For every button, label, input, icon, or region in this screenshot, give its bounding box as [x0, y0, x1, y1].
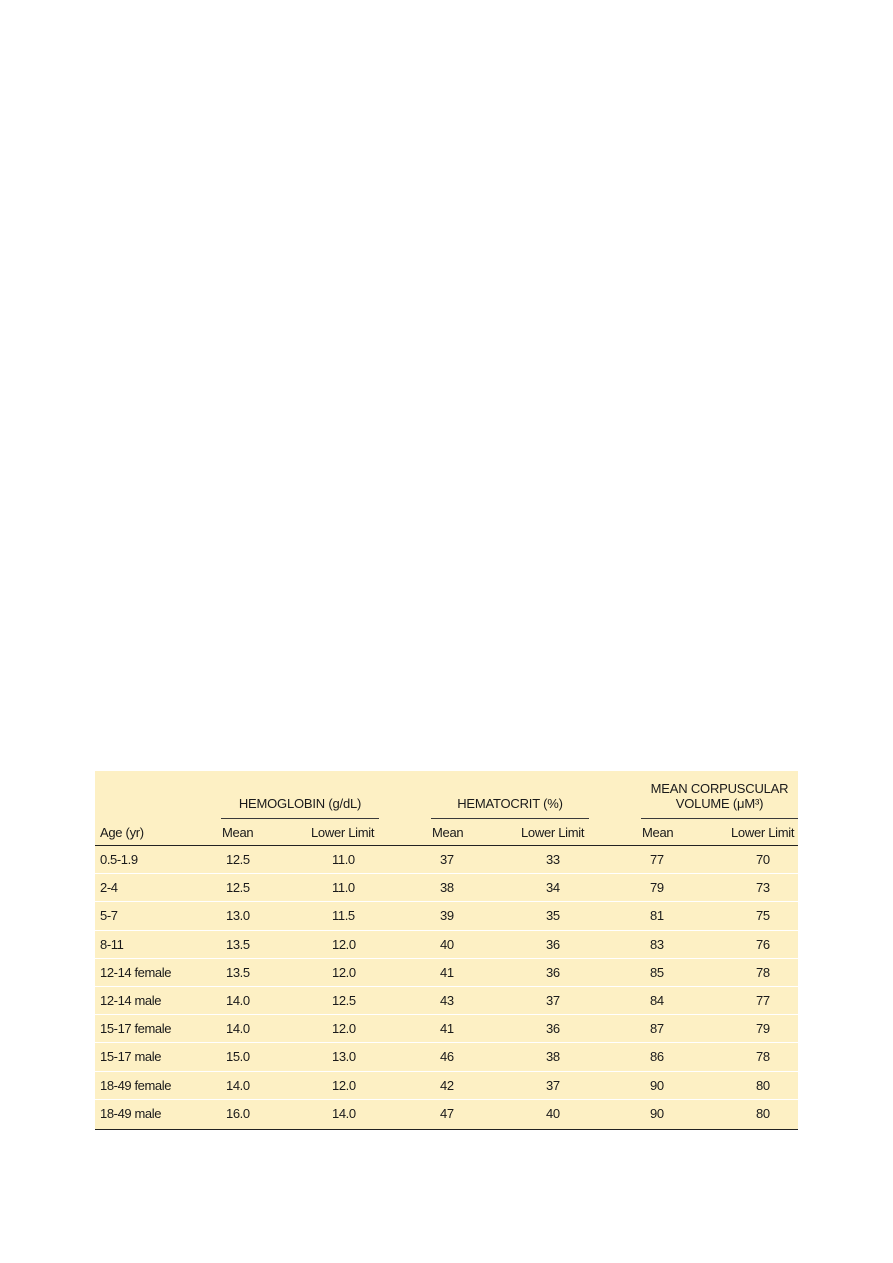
- table-row: [95, 931, 798, 959]
- age-cell: 2-4: [100, 880, 118, 896]
- hemoglobin-mean-cell: 13.0: [226, 908, 250, 924]
- table-row: [95, 1015, 798, 1043]
- mcv-lower-cell: 80: [756, 1077, 770, 1093]
- mcv-lower-cell: 75: [756, 908, 770, 924]
- mcv-mean-cell: 90: [650, 1077, 664, 1093]
- hematocrit-mean-cell: 41: [440, 1021, 454, 1037]
- mcv-lower-cell: 77: [756, 992, 770, 1008]
- mcv-group-rule: [641, 818, 798, 819]
- mcv-mean-cell: 87: [650, 1021, 664, 1037]
- hematocrit-group-label: HEMATOCRIT (%): [457, 796, 563, 811]
- age-column-header: Age (yr): [100, 825, 144, 840]
- hemoglobin-lower-cell: 12.5: [332, 992, 356, 1008]
- age-cell: 18-49 female: [100, 1077, 172, 1093]
- hematocrit-mean-cell: 46: [440, 1049, 454, 1065]
- table-row: [95, 1072, 798, 1100]
- table-row: [95, 959, 798, 987]
- hemoglobin-lower-cell: 11.5: [332, 908, 355, 924]
- hematocrit-lower-cell: 33: [546, 852, 560, 867]
- hematocrit-lower-cell: 36: [546, 1021, 560, 1037]
- mcv-lower-cell: 78: [756, 964, 770, 980]
- hematocrit-lower-cell: 35: [546, 908, 560, 924]
- hematocrit-lower-cell: 34: [546, 880, 560, 896]
- mcv-lower-limit-header: Lower Limit: [731, 825, 795, 840]
- hematocrit-mean-cell: 42: [440, 1077, 454, 1093]
- mcv-mean-cell: 77: [650, 852, 664, 867]
- hematocrit-lower-cell: 37: [546, 1077, 560, 1093]
- hemoglobin-mean-cell: 13.5: [226, 936, 250, 952]
- hemoglobin-lower-cell: 13.0: [332, 1049, 356, 1065]
- mcv-lower-cell: 78: [756, 1049, 770, 1065]
- mcv-group-label-line1: MEAN CORPUSCULAR: [650, 781, 789, 796]
- hemoglobin-lower-cell: 11.0: [332, 852, 355, 867]
- hemoglobin-mean-cell: 16.0: [226, 1105, 250, 1121]
- mcv-lower-cell: 80: [756, 1105, 770, 1121]
- hemoglobin-lower-cell: 11.0: [332, 880, 355, 896]
- mcv-mean-cell: 81: [650, 908, 664, 924]
- hematocrit-lower-cell: 40: [546, 1105, 560, 1121]
- mcv-group-label-line2: VOLUME (μM³): [675, 796, 764, 811]
- reference-values-table: [95, 771, 798, 1130]
- mcv-mean-cell: 84: [650, 992, 664, 1008]
- hemoglobin-lower-limit-header: Lower Limit: [311, 825, 375, 840]
- hematocrit-mean-cell: 41: [440, 964, 454, 980]
- mcv-mean-cell: 86: [650, 1049, 664, 1065]
- hematocrit-mean-cell: 43: [440, 992, 454, 1008]
- mcv-mean-cell: 83: [650, 936, 664, 952]
- hemoglobin-lower-cell: 12.0: [332, 936, 356, 952]
- hematocrit-mean-cell: 40: [440, 936, 454, 952]
- age-cell: 15-17 female: [100, 1021, 172, 1037]
- age-cell: 5-7: [100, 908, 118, 924]
- hematocrit-mean-cell: 47: [440, 1105, 454, 1121]
- hemoglobin-mean-cell: 12.5: [226, 880, 250, 896]
- mcv-group-header: [641, 771, 798, 817]
- mcv-mean-cell: 85: [650, 964, 664, 980]
- mcv-lower-cell: 73: [756, 880, 770, 896]
- age-cell: 0.5-1.9: [100, 852, 138, 867]
- age-cell: 8-11: [100, 936, 124, 952]
- mcv-mean-header: Mean: [642, 825, 674, 840]
- age-cell: 18-49 male: [100, 1105, 162, 1121]
- hemoglobin-lower-cell: 12.0: [332, 964, 356, 980]
- table-row: [95, 987, 798, 1015]
- hemoglobin-group-rule: [221, 818, 379, 819]
- hemoglobin-mean-cell: 12.5: [226, 852, 250, 867]
- hematocrit-group-rule: [431, 818, 589, 819]
- hemoglobin-mean-cell: 14.0: [226, 992, 250, 1008]
- hemoglobin-lower-cell: 14.0: [332, 1105, 356, 1121]
- age-cell: 12-14 female: [100, 964, 172, 980]
- hemoglobin-lower-cell: 12.0: [332, 1077, 356, 1093]
- mcv-mean-cell: 90: [650, 1105, 664, 1121]
- hematocrit-mean-header: Mean: [432, 825, 464, 840]
- table-row: [95, 902, 798, 930]
- age-cell: 12-14 male: [100, 992, 162, 1008]
- table-row: [95, 874, 798, 902]
- age-cell: 15-17 male: [100, 1049, 162, 1065]
- hemoglobin-group-header: [221, 771, 379, 817]
- table-row: [95, 846, 798, 874]
- hemoglobin-mean-cell: 13.5: [226, 964, 250, 980]
- hemoglobin-mean-cell: 15.0: [226, 1049, 250, 1065]
- hematocrit-lower-cell: 38: [546, 1049, 560, 1065]
- table-row: [95, 1100, 798, 1128]
- table-row: [95, 1043, 798, 1071]
- mcv-lower-cell: 76: [756, 936, 770, 952]
- mcv-mean-cell: 79: [650, 880, 664, 896]
- hematocrit-lower-limit-header: Lower Limit: [521, 825, 585, 840]
- hemoglobin-mean-header: Mean: [222, 825, 254, 840]
- mcv-lower-cell: 70: [756, 852, 770, 867]
- hemoglobin-mean-cell: 14.0: [226, 1077, 250, 1093]
- hematocrit-mean-cell: 38: [440, 880, 454, 896]
- hematocrit-lower-cell: 37: [546, 992, 560, 1008]
- hemoglobin-lower-cell: 12.0: [332, 1021, 356, 1037]
- table-body: [95, 846, 798, 1128]
- hemoglobin-mean-cell: 14.0: [226, 1021, 250, 1037]
- hematocrit-lower-cell: 36: [546, 936, 560, 952]
- hematocrit-mean-cell: 39: [440, 908, 454, 924]
- hematocrit-mean-cell: 37: [440, 852, 454, 867]
- hematocrit-group-header: [431, 771, 589, 817]
- hemoglobin-group-label: HEMOGLOBIN (g/dL): [238, 796, 362, 811]
- hematocrit-lower-cell: 36: [546, 964, 560, 980]
- mcv-lower-cell: 79: [756, 1021, 770, 1037]
